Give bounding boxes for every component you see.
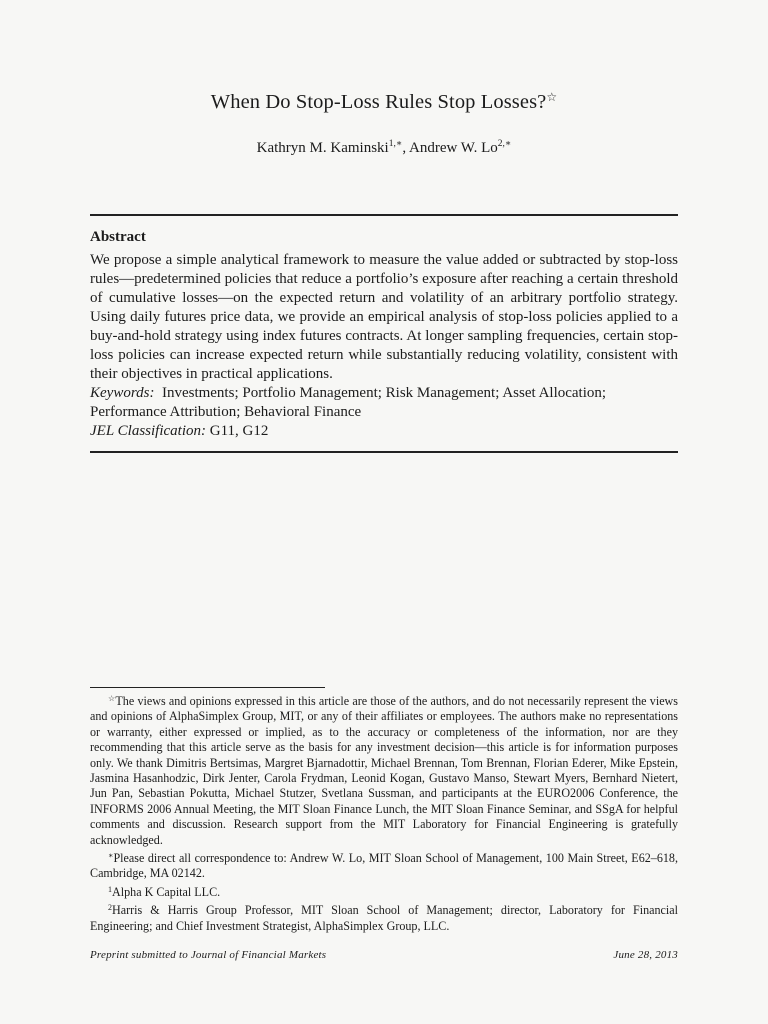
footnotes [90, 691, 678, 934]
footnote-mark: ∗ [108, 851, 114, 861]
author-name: Kathryn M. Kaminski [256, 140, 389, 156]
jel-codes: G11, G12 [209, 423, 269, 439]
keywords-label: Keywords: [90, 385, 155, 401]
abstract-top-rule [90, 214, 678, 216]
footnote-mark: 2 [108, 903, 112, 913]
footnote [90, 691, 678, 848]
preprint-note: Preprint submitted to Journal of Financial Markets [90, 949, 327, 961]
abstract-bottom-rule [90, 451, 678, 453]
footnote-text: Alpha K Capital LLC. [112, 884, 221, 899]
footnote-mark: 1 [108, 884, 112, 894]
author-separator: , [402, 140, 409, 156]
footnote [90, 900, 678, 934]
footnote-separator [90, 687, 325, 688]
footer-date: June 28, 2013 [613, 949, 678, 961]
footnote-text: The views and opinions expressed in this article are those of the authors, and do not necessarily represent the views and opinions of AlphaSimplex Group, MIT, or any of their affiliates or employees. The authors make no representations or warranty, either expressed or implied, as to the accuracy or completeness of the information, nor are they recommending that this article serve as the basis for any investment decision—this article is for information purposes only. We thank Dimitris Bertsimas, Margret Bjarnadottir, Michael Brennan, Tom Brennan, Florian Ederer, Mike Epstein, Jasmina Hasanhodzic, Dirk Jenter, Carola Frydman, Leonid Kogan, Gustavo Manso, Stewart Myers, Bernhard Nietert, Jun Pan, Sebastian Pokutta, Michael Stutzer, Svetlana Sussman, and participants at the EURO2006 Conference, the INFORMS 2006 Annual Meeting, the MIT Sloan Finance Lunch, the MIT Sloan Finance Seminar, and SSgA for helpful comments and discussion. Research support from the MIT Laboratory for Financial Engineering is gratefully acknowledged. [90, 694, 678, 847]
abstract-heading: Abstract [90, 229, 146, 245]
footnote-text: Harris & Harris Group Professor, MIT Sloan School of Management; director, Laboratory for Financial Engineering; and Chief Investment Strategist, AlphaSimplex Group, LLC. [90, 903, 678, 933]
keywords-text: Investments; Portfolio Management; Risk Management; Asset Allocation; Performance Attribution; Behavioral Finance [90, 385, 607, 420]
footnote [90, 882, 678, 900]
author-affiliation-marks: 1,∗ [388, 139, 403, 149]
author-list [0, 138, 768, 157]
keywords-block [90, 384, 678, 441]
footnote-mark: ☆ [108, 694, 116, 703]
page-footer [90, 949, 678, 961]
jel-label: JEL Classification: [90, 423, 206, 439]
abstract-body: We propose a simple analytical framework to measure the value added or subtracted by stop-loss rules—predetermined policies that reduce a portfolio’s exposure after reaching a certain threshold of cumulative losses—on the expected return and volatility of an arbitrary portfolio strategy. Using daily futures price data, we provide an empirical analysis of stop-loss policies applied to a buy-and-hold strategy using index futures contracts. At longer sampling frequencies, certain stop-loss policies can increase expected return while substantially reducing volatility, consistent with their objectives in practical applications. [90, 252, 678, 382]
paper-title [0, 90, 768, 114]
title-footnote-mark: ☆ [546, 90, 558, 104]
title-text: When Do Stop-Loss Rules Stop Losses? [210, 91, 547, 113]
footnote-text: Please direct all correspondence to: Andrew W. Lo, MIT Sloan School of Management, 100 Main Street, E62–618, Cambridge, MA 02142. [90, 851, 678, 881]
author-affiliation-marks: 2,∗ [497, 139, 512, 149]
footnote [90, 848, 678, 882]
author-name: Andrew W. Lo [409, 140, 498, 156]
